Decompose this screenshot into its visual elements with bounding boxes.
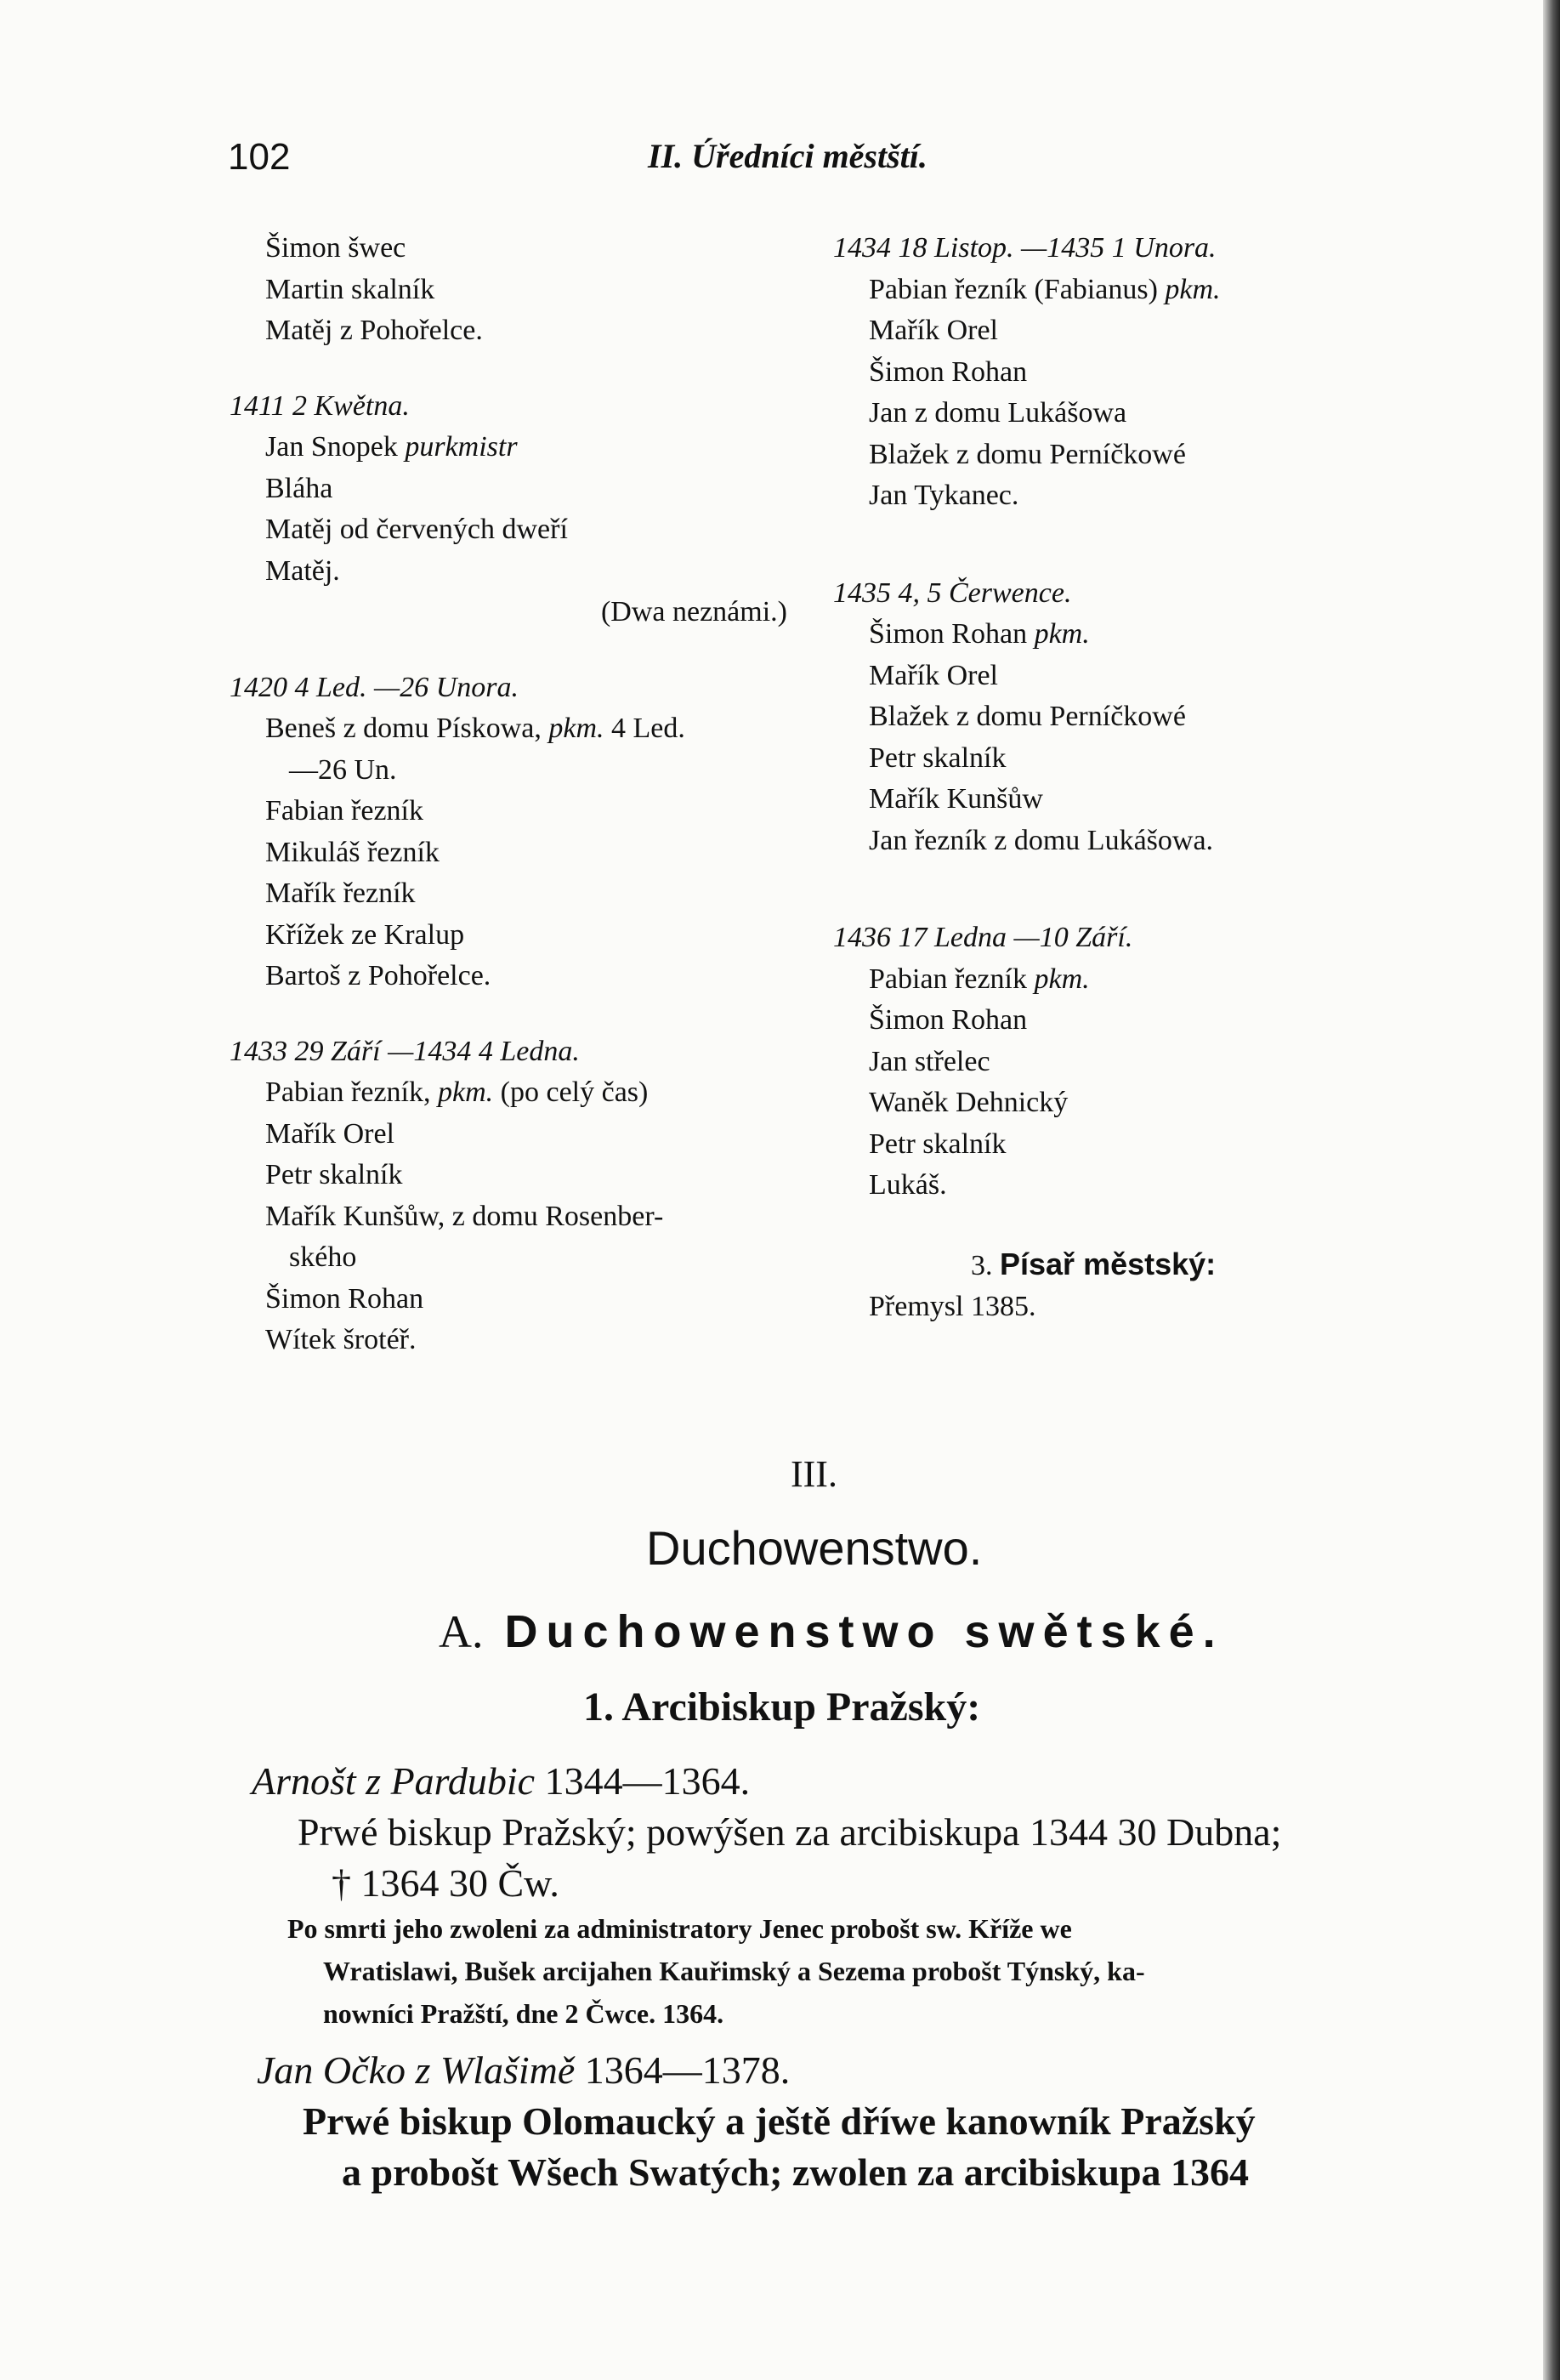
right-column (833, 228, 1377, 1328)
date-heading: 1411 2 Kwětna. (230, 389, 410, 422)
entry-note: Po smrti jeho zwoleni za administratory Jenec probošt sw. Kříže we (287, 1913, 1072, 1944)
entry-text: a probošt Wšech Swatých; zwolen za arcibiskupa 1364 (342, 2150, 1250, 2194)
list-item: Šimon Rohan (869, 1004, 1028, 1036)
list-item: Bláha (265, 472, 333, 504)
list-item: Mařík řezník (265, 878, 416, 909)
list-item: Přemysl 1385. (869, 1291, 1036, 1322)
section-title: Duchowenstwo. (646, 1521, 983, 1575)
running-header: II. Úředníci městští. (648, 137, 927, 175)
entry-note: Wratislawi, Bušek arcijahen Kauřimský a Sezema probošt Týnský, ka- (323, 1956, 1145, 1986)
date-heading: 1433 29 Září —1434 4 Ledna. (230, 1035, 580, 1067)
entry-text: Prwé biskup Pražský; powýšen za arcibiskupa 1344 30 Dubna; (298, 1810, 1282, 1854)
scribe-heading: 3. Písař městský: (971, 1246, 1217, 1281)
list-item: Mařík Orel (869, 315, 999, 346)
list-item: Mařík Kunšůw (869, 783, 1043, 815)
item-heading: 1. Arcibiskup Pražský: (583, 1684, 981, 1730)
list-item: Petr skalník (869, 741, 1007, 774)
page-edge-shadow (1543, 0, 1560, 2380)
date-heading: 1436 17 Ledna —10 Září. (833, 922, 1133, 953)
date-heading: 1434 18 Listop. —1435 1 Unora. (833, 232, 1217, 264)
list-item: Pabian řezník, pkm. (po celý čas) (265, 1076, 649, 1108)
list-item: Šimon Rohan (265, 1282, 424, 1315)
subsection-title: A. Duchowenstwo swětské. (439, 1606, 1224, 1657)
list-item: Beneš z domu Pískowa, pkm. 4 Led. (265, 713, 685, 744)
list-item: —26 Un. (289, 753, 397, 786)
list-item: Mařík Kunšůw, z domu Rosenber- (265, 1200, 664, 1232)
list-item: Mařík Orel (265, 1117, 395, 1150)
list-item: Wítek šrotéř. (265, 1324, 417, 1355)
date-heading: 1420 4 Led. —26 Unora. (230, 671, 519, 703)
left-column (230, 228, 808, 1361)
entry-heading: Arnošt z Pardubic 1344—1364. (252, 1759, 751, 1803)
entry-note: nowníci Pražští, dne 2 Čwce. 1364. (323, 1998, 724, 2029)
list-item: Jan řezník z domu Lukášowa. (869, 824, 1214, 856)
list-item: Martin skalník (265, 273, 435, 305)
list-item: ského (289, 1241, 357, 1273)
entry-text: † 1364 30 Čw. (332, 1861, 559, 1905)
list-item: Pabian řezník pkm. (869, 963, 1090, 995)
list-item: Matěj. (265, 554, 340, 587)
list-item: Blažek z domu Perníčkowé (869, 438, 1186, 470)
list-item: Jan Snopek purkmistr (265, 431, 518, 463)
list-item: Jan střelec (869, 1045, 990, 1077)
list-item: Šimon Rohan pkm. (869, 618, 1090, 650)
list-item: Matěj od červených dweří (265, 514, 568, 545)
list-item: Šimon šwec (265, 232, 406, 264)
entry-text: Prwé biskup Olomaucký a ještě dříwe kanowník Pražský (303, 2099, 1256, 2143)
list-item: Waněk Dehnický (869, 1087, 1069, 1118)
list-item: Šimon Rohan (869, 355, 1028, 388)
list-item: Blažek z domu Perníčkowé (869, 701, 1186, 732)
list-item: Křížek ze Kralup (265, 918, 465, 951)
list-item: Petr skalník (869, 1128, 1007, 1160)
section-number: III. (791, 1453, 837, 1495)
list-item: Pabian řezník (Fabianus) pkm. (869, 273, 1221, 305)
list-item: Bartoš z Pohořelce. (265, 960, 491, 991)
list-item: Mikuláš řezník (265, 836, 440, 868)
list-item: Fabian řezník (265, 795, 423, 826)
list-item: Jan Tykanec. (869, 480, 1019, 511)
page-number: 102 (228, 136, 291, 178)
list-item: Mařík Orel (869, 659, 999, 691)
list-item: Jan z domu Lukášowa (869, 397, 1127, 429)
entry-heading: Jan Očko z Wlašimě 1364—1378. (257, 2048, 791, 2092)
note: (Dwa neznámi.) (600, 596, 787, 628)
date-heading: 1435 4, 5 Čerwence. (833, 577, 1072, 609)
list-item: Matěj z Pohořelce. (265, 315, 483, 346)
list-item: Lukáš. (869, 1169, 947, 1201)
list-item: Petr skalník (265, 1159, 403, 1190)
